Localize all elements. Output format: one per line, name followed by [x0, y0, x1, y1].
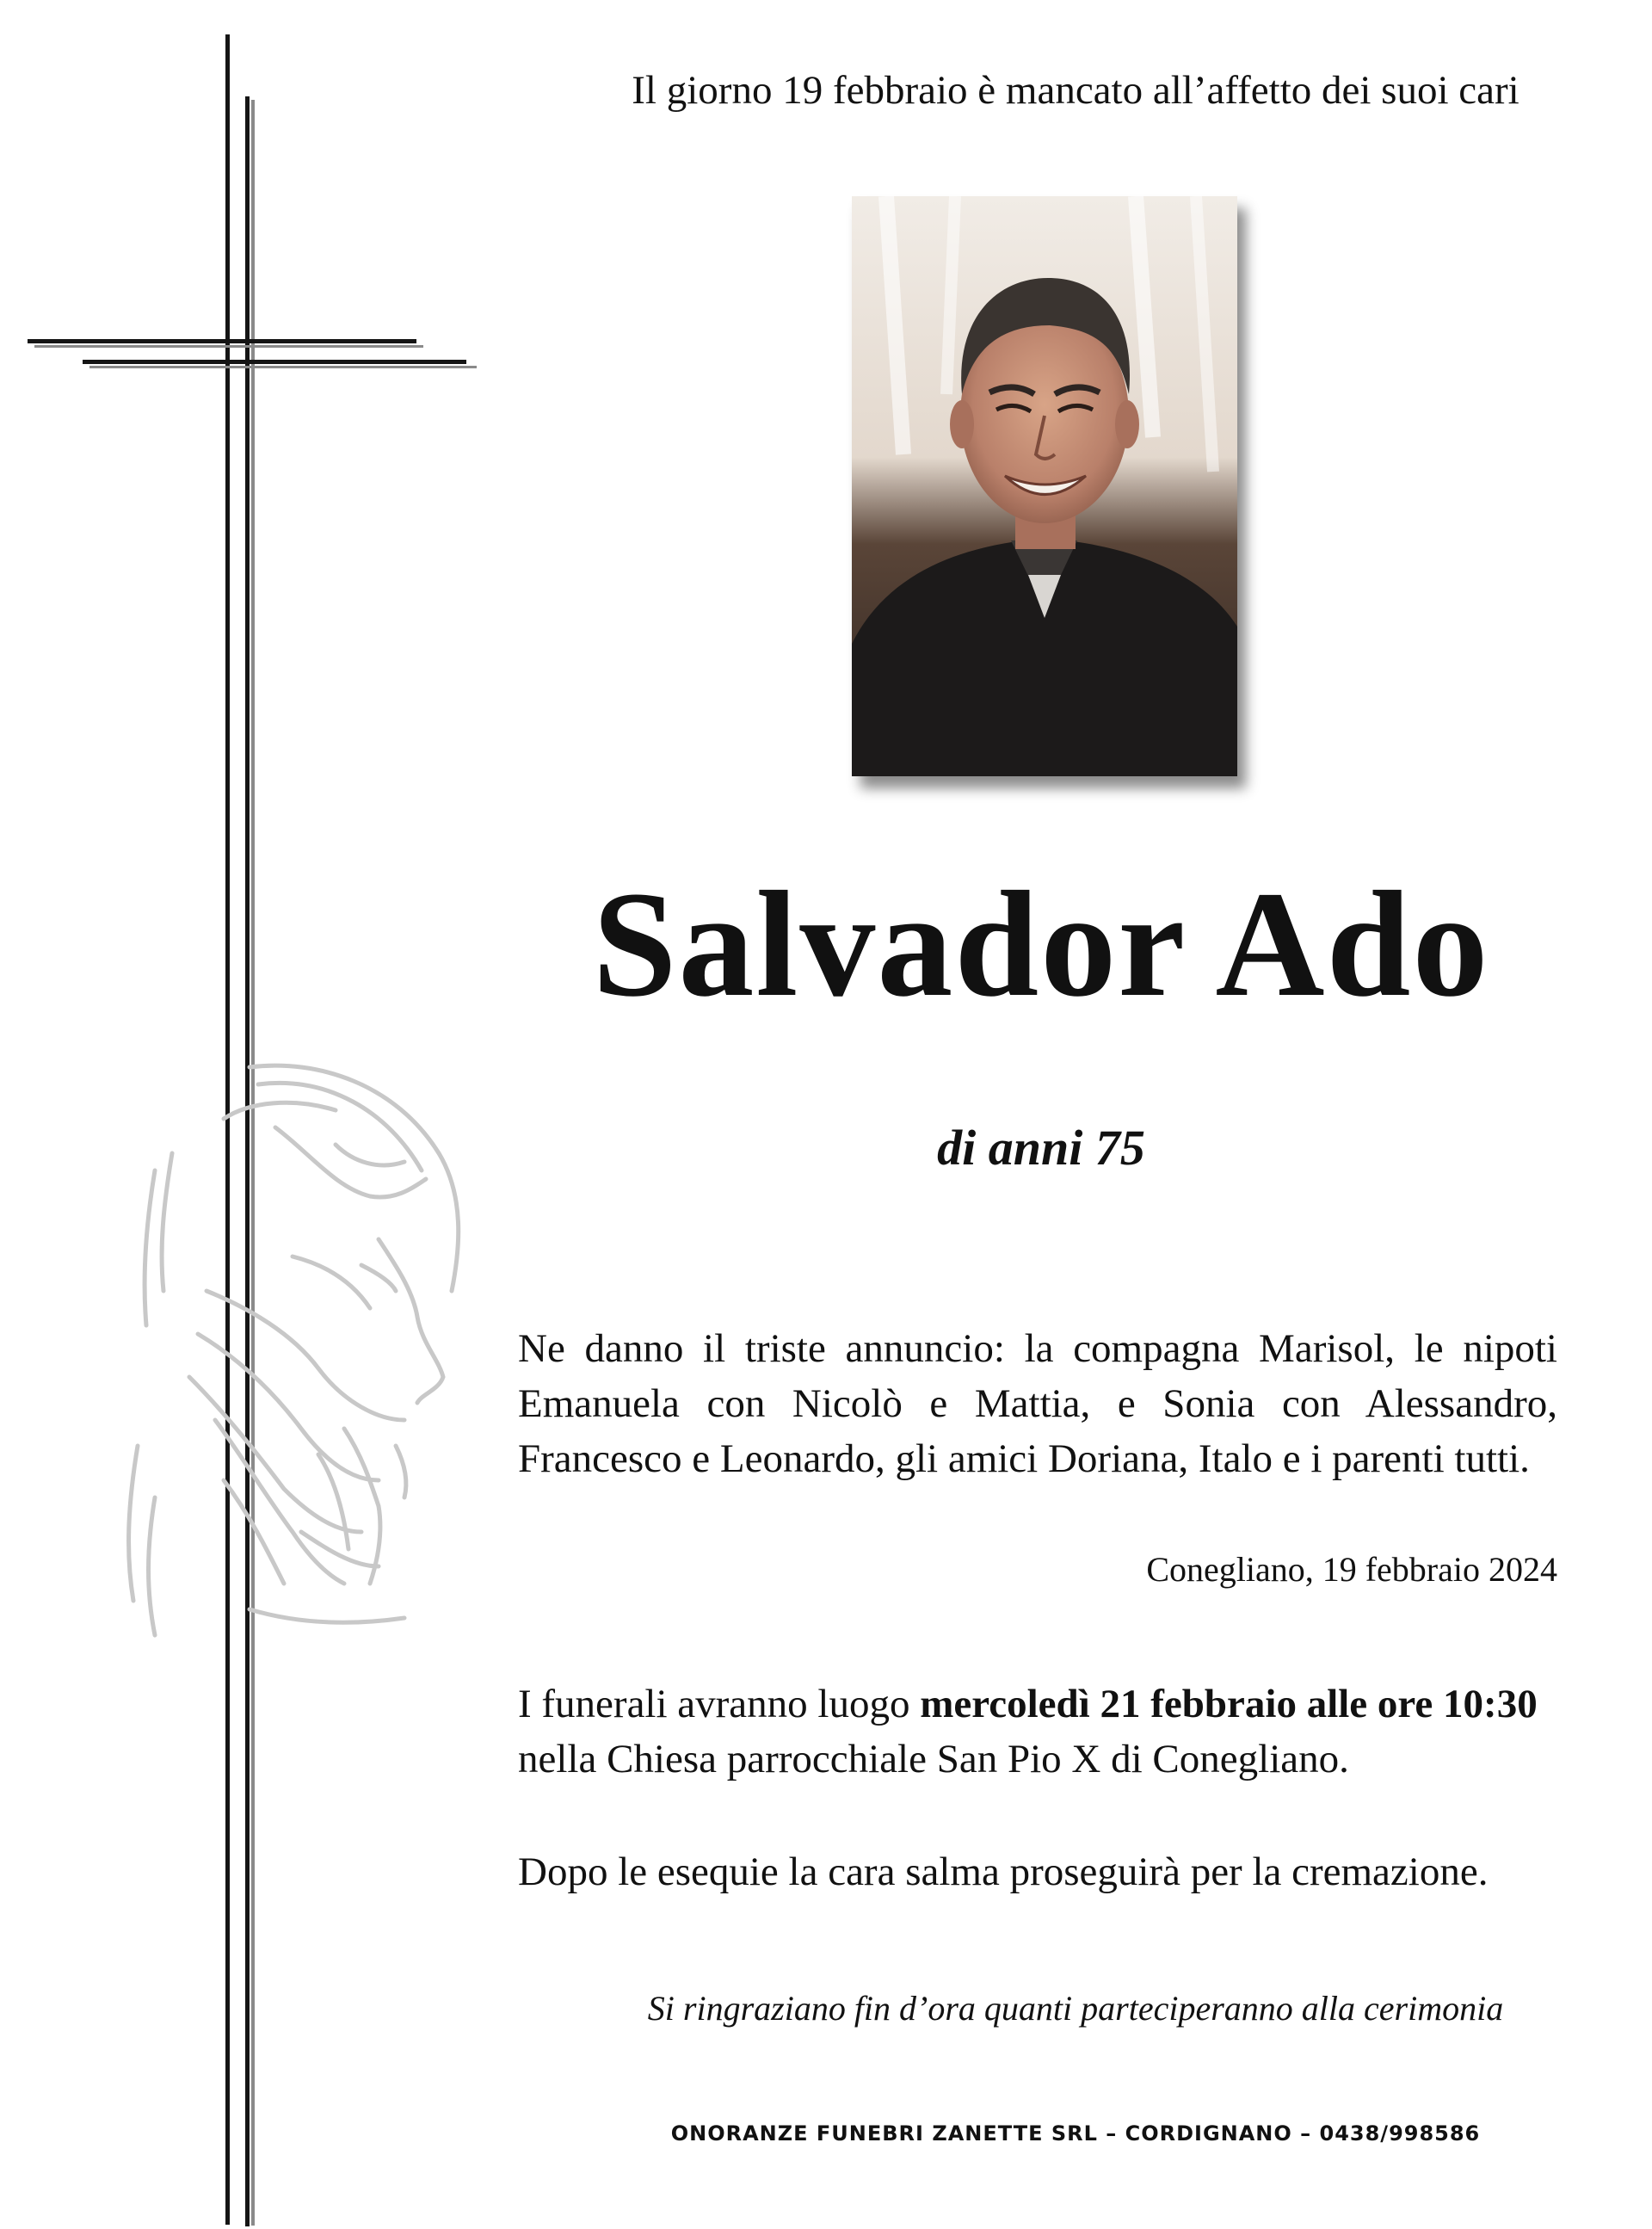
portrait-photo-image — [852, 196, 1237, 776]
portrait-photo — [852, 196, 1237, 776]
funeral-info — [518, 1676, 1568, 1787]
funeral-datetime: mercoledì 21 febbraio alle ore 10:30 — [920, 1682, 1538, 1726]
funeral-location: nella Chiesa parrocchiale San Pio X di Conegliano. — [518, 1737, 1349, 1781]
intro-text: Il giorno 19 febbraio è mancato all’affetto dei suoi cari — [632, 68, 1519, 113]
cross-horizontal-shadow — [34, 345, 423, 348]
announcement-paragraph: Ne danno il triste annuncio: la compagna Marisol, le nipoti Emanuela con Nicolò e Mattia, e Sonia con Alessandro, Francesco e Leonardo, gli amici Doriana, Italo e i parenti tutti. — [518, 1326, 1557, 1481]
funeral-home-footer: ONORANZE FUNEBRI ZANETTE SRL – CORDIGNANO – 0438/998586 — [670, 2121, 1481, 2146]
thanks-text: Si ringraziano fin d’ora quanti parteciperanno alla cerimonia — [647, 1989, 1504, 2028]
place-date: Conegliano, 19 febbraio 2024 — [1146, 1550, 1557, 1589]
cross-horizontal-bar-2 — [83, 360, 466, 364]
cross-horizontal-shadow-2 — [89, 366, 477, 368]
deceased-age: di anni 75 — [937, 1120, 1145, 1176]
deceased-name: Salvador Ado — [592, 861, 1490, 1028]
jesus-face-sketch — [120, 1050, 499, 1670]
after-service-text: Dopo le esequie la cara salma proseguirà per la cremazione. — [518, 1849, 1489, 1894]
funeral-prefix: I funerali avranno luogo — [518, 1682, 921, 1726]
cross-horizontal-bar — [28, 339, 416, 343]
